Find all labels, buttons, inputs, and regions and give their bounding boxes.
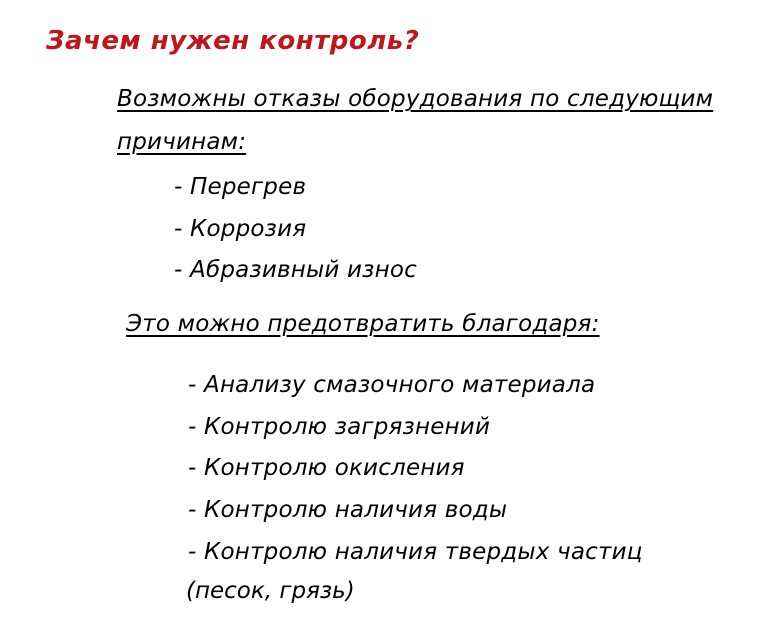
causes-heading-line1: Возможны отказы оборудования по следующим [117, 86, 714, 112]
list-item: - Контролю загрязнений [188, 413, 491, 440]
causes-list [174, 172, 417, 297]
list-item: - Абразивный износ [174, 257, 417, 283]
prevention-list [188, 370, 643, 578]
prevention-heading: Это можно предотвратить благодаря: [126, 311, 600, 337]
list-item: - Перегрев [174, 174, 307, 200]
prevention-note: (песок, грязь) [186, 578, 355, 604]
list-item: - Анализу смазочного материала [188, 372, 596, 398]
causes-heading-line2: причинам: [117, 129, 247, 155]
list-item: - Контролю окисления [188, 455, 465, 482]
list-item: - Коррозия [174, 215, 307, 242]
list-item: - Контролю наличия воды [188, 497, 508, 524]
list-item: - Контролю наличия твердых частиц [188, 538, 643, 565]
slide-title: Зачем нужен контроль? [46, 26, 420, 56]
